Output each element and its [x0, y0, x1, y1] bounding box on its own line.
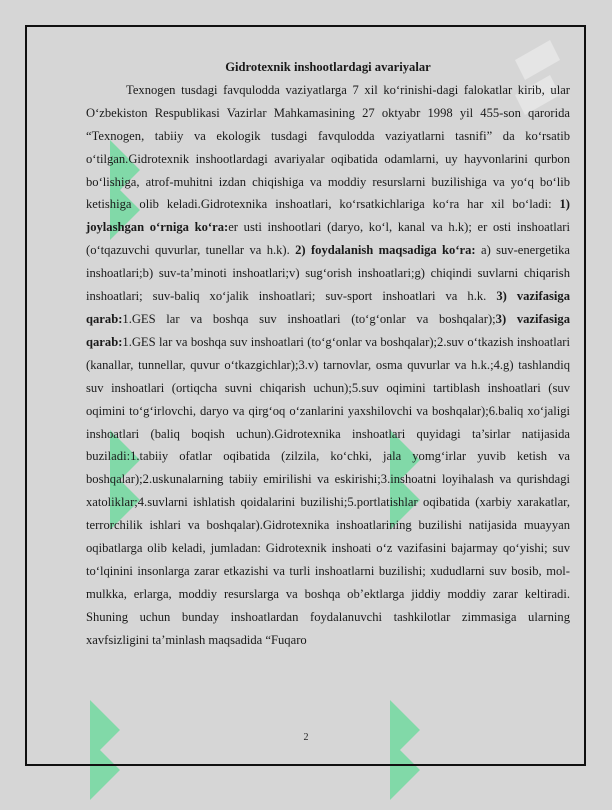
text-segment: er usti inshootlari (daryo, ko‘l, kanal va h.k); er osti inshoatlari (o‘tqazuvchi quvurlar, tunellar va h.k). — [86, 220, 570, 258]
document-paragraph — [86, 79, 570, 652]
bold-heading-segment: 3) vazifasiga qarab: — [86, 289, 570, 326]
text-segment: 1.GES lar va boshqa suv inshoatlari (to‘g‘onlar va boshqalar); — [122, 311, 496, 326]
text-segment: Texnogen tusdagi favqulodda vaziyatlarga 7 xil ko‘rinishi-dagi falokatlar kirib, ular O‘zbekiston Respublikasi Vazirlar Mahkamasining 27 oktyabr 1998 yil 455-son qarorida “Texnogen, tabiiy va ekologik tusdagi favqulodda vaziyatlarni tasnifi” da ko‘rsatib o‘tilgan.Gidrotexnik inshootlardagi avariyalar oqibatida odamlarni, uy hayvonlarini qurbon bo‘lishiga, atrof-muhitni izdan chiqishiga va moddiy resurslarni buzilishiga va yo‘q bo‘lib ketishiga olib keladi.Gidrotexnika inshoatlari, ko‘rsatkichlariga ko‘ra har xil bo‘ladi: — [86, 82, 570, 212]
bold-heading-segment: 1) joylashgan o‘rniga ko‘ra: — [86, 197, 570, 235]
document-body — [86, 56, 570, 652]
bold-heading-segment: 3) vazifasiga qarab: — [86, 311, 570, 349]
document-title-text: Gidrotexnik inshootlardagi avariyalar — [225, 60, 431, 74]
page-number: 2 — [303, 732, 309, 743]
document-title — [86, 56, 570, 79]
bold-heading-segment: 2) foydalanish maqsadiga ko‘ra: — [295, 243, 476, 258]
text-segment: 1.GES lar va boshqa suv inshoatlari (to‘g‘onlar va boshqalar);2.suv o‘tkazish inshoatlari (kanallar, tunnellar, quvur o‘tkazgichlar);3.v) tarnovlar, osma quvurlar va h.k.;4.g) tashlandiq suv inshoatlari (ortiqcha suvni chiqarish uchun);5.suv oqimini tartiblash inshoatlari (suv oqimini to‘g‘irlovchi, daryo va qirg‘oq o‘zanlarini yaxshilovchi va boshqalar);6.baliq xo‘jaligi inshoatlari (baliq boqish uchun).Gidrotexnika inshoatlari quyidagi ta’sirlar natijasida buziladi:1.tabiiy ofatlar oqibatida (zilzila, ko‘chki, jala yomg‘irlar yuvib ketish va boshqalar);2.uskunalarning tabiiy emirilishi va eskirishi;3.inshoatni loyihalash va qurishdagi xatoliklar;4.suvlarni ishlatish qoidalarini buzilishi;5.portlatishlar oqibatida (xarbiy xarakatlar, terrorchilik ishlari va boshqalar).Gidrotexnika inshoatlarining buzilishi natijasida muayyan oqibatlarga olib keladi, jumladan: Gidrotexnik inshoati o‘z vazifasini bajarmay qo‘yishi; suv to‘lqinini insonlarga zarar etkazishi va turli inshoatlarni buzilishi; xududlarni suv bosib, mol-mulkka, erlarga, moddiy resurslarga va boshqa ob’ektlarga jiddiy moddiy zarar keltiradi. Shuning uchun bunday inshoatlardan foydalanuvchi tashkilotlar zimmasiga ularning xavfsizligini ta’minlash maqsadida “Fuqaro — [86, 334, 570, 647]
text-segment: a) suv-energetika inshoatlari;b) suv-ta’minoti inshoatlari;v) sug‘orish inshoatlari;g) chiqindi suvlarni chiqarish inshoatlari; suv-baliq xo‘jalik inshoatlari; suv-sport inshoatlari va h.k. — [86, 243, 571, 304]
